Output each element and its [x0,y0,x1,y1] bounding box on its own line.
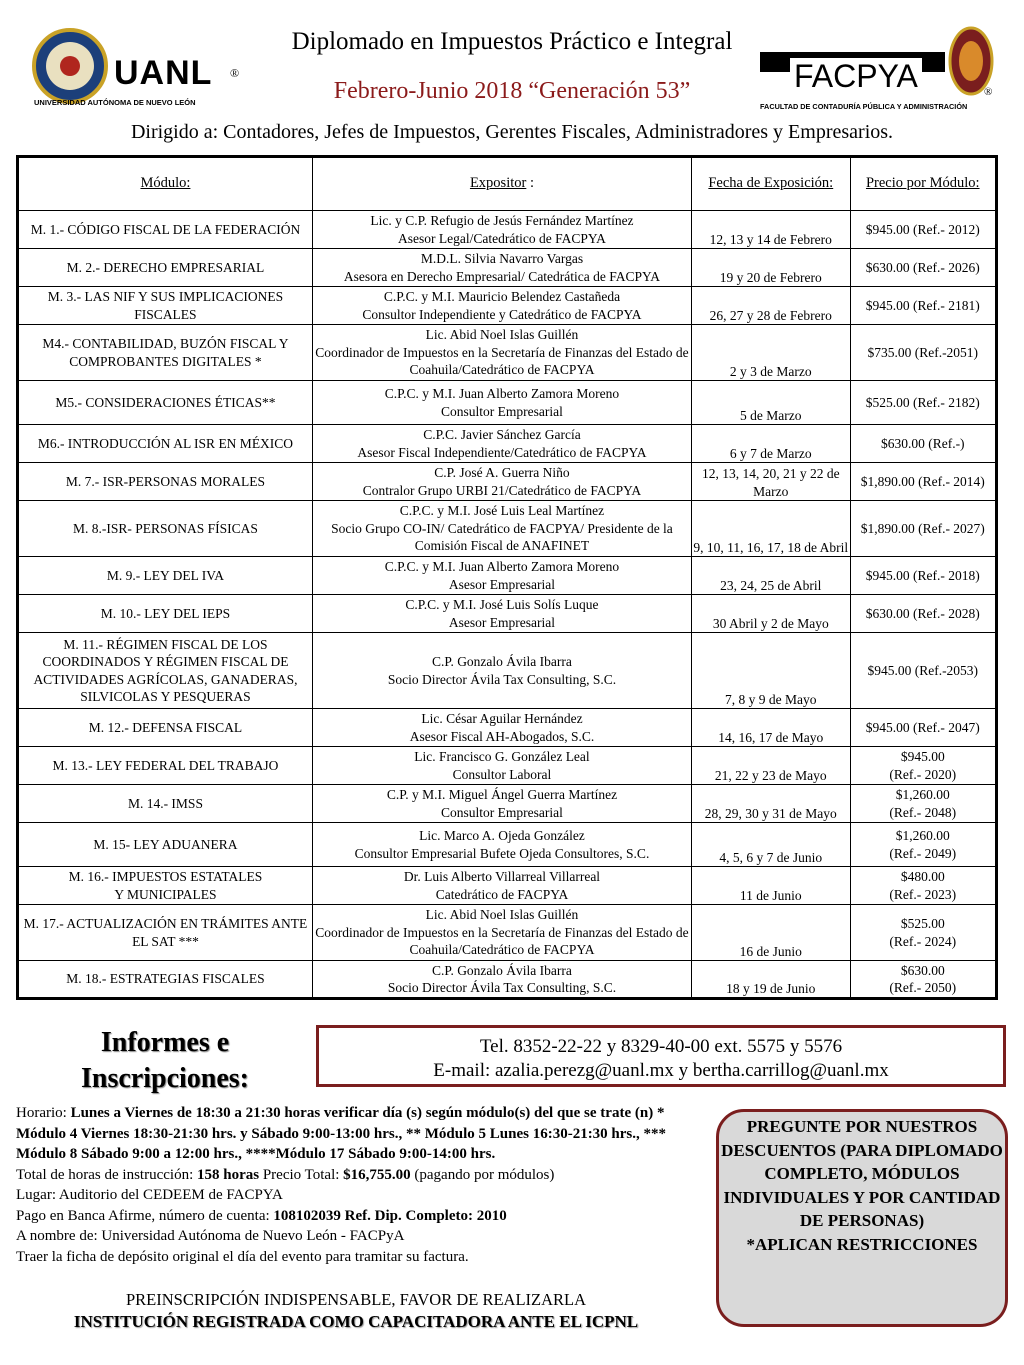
module-cell: M4.- CONTABILIDAD, BUZÓN FISCAL Y COMPROBANTES DIGITALES * [18,325,313,381]
precio-cell: $525.00 (Ref.- 2024) [850,905,996,961]
page-title: Diplomado en Impuestos Práctico e Integral [291,28,733,55]
fecha-cell: 30 Abril y 2 de Mayo [692,595,850,633]
fecha-cell: 21, 22 y 23 de Mayo [692,747,850,785]
discount-note: *APLICAN RESTRICCIONES [746,1234,978,1254]
expositor-cell: C.P.C. y M.I. José Luis Leal Martínez Socio Grupo CO-IN/ Catedrático de FACPYA/ Presidente de la Comisión Fiscal de ANAFINET [312,501,691,557]
expositor-cell: M.D.L. Silvia Navarro Vargas Asesora en Derecho Empresarial/ Catedrática de FACPYA [312,249,691,287]
table-row [18,425,997,463]
module-cell: M. 3.- LAS NIF Y SUS IMPLICACIONES FISCALES [18,287,313,325]
module-cell: M. 17.- ACTUALIZACIÓN EN TRÁMITES ANTE EL SAT *** [18,905,313,961]
precio-cell: $945.00 (Ref.- 2047) [850,709,996,747]
preinscripcion-note: PREINSCRIPCIÓN INDISPENSABLE, FAVOR DE REALIZARLA [125,1290,587,1309]
table-row [18,823,997,867]
col-header-expositor: Expositor : [312,157,691,211]
precio-cell: $945.00 (Ref.- 2012) [850,211,996,249]
module-cell: M. 9.- LEY DEL IVA [18,557,313,595]
fecha-cell: 19 y 20 de Febrero [692,249,850,287]
precio-cell: $1,890.00 (Ref.- 2027) [850,501,996,557]
module-cell: M. 2.- DERECHO EMPRESARIAL [18,249,313,287]
fecha-cell: 4, 5, 6 y 7 de Junio [692,823,850,867]
institucion-note: INSTITUCIÓN REGISTRADA COMO CAPACITADORA ANTE EL ICPNL [73,1312,639,1331]
table-row [18,709,997,747]
lugar-text: Lugar: Auditorio del CEDEEM de FACPYA [16,1187,283,1203]
fecha-cell: 26, 27 y 28 de Febrero [692,287,850,325]
uanl-logo [30,26,245,114]
registered-mark: ® [230,66,240,80]
table-row [18,961,997,999]
facpya-logo [760,26,995,118]
precio-cell: $480.00 (Ref.- 2023) [850,867,996,905]
module-cell: M. 18.- ESTRATEGIAS FISCALES [18,961,313,999]
fecha-cell: 23, 24, 25 de Abril [692,557,850,595]
fecha-cell: 28, 29, 30 y 31 de Mayo [692,785,850,823]
precio-cell: $945.00 (Ref.- 2181) [850,287,996,325]
expositor-cell: Lic. Francisco G. González Leal Consultor Laboral [312,747,691,785]
module-cell: M. 15- LEY ADUANERA [18,823,313,867]
expositor-cell: Dr. Luis Alberto Villarreal Villarreal Catedrático de FACPYA [312,867,691,905]
fecha-cell: 5 de Marzo [692,381,850,425]
contact-box [316,1025,1006,1087]
discount-text: PREGUNTE POR NUESTROS DESCUENTOS (PARA DIPLOMADO COMPLETO, MÓDULOS INDIVIDUALES Y POR CANTIDAD DE PERSONAS) [721,1117,1003,1230]
expositor-cell: C.P.C. y M.I. Mauricio Belendez Castañeda Consultor Independiente y Catedrático de FACPYA [312,287,691,325]
module-cell: M. 13.- LEY FEDERAL DEL TRABAJO [18,747,313,785]
expositor-cell: C.P.C. Javier Sánchez García Asesor Fiscal Independiente/Catedrático de FACPYA [312,425,691,463]
facpya-logo-text: FACPYA [790,58,922,94]
table-row [18,595,997,633]
fecha-cell: 11 de Junio [692,867,850,905]
ficha-text: Traer la ficha de depósito original el día del evento para tramitar su factura. [16,1248,469,1265]
expositor-cell: C.P.C. y M.I. Juan Alberto Zamora Moreno Asesor Empresarial [312,557,691,595]
precio-cell: $630.00 (Ref.- 2026) [850,249,996,287]
module-cell: M. 14.- IMSS [18,785,313,823]
precio-cell: $1,260.00 (Ref.- 2048) [850,785,996,823]
pago-text: Pago en Banca Afirme, número de cuenta: 108102039 Ref. Dip. Completo: 2010 [16,1207,507,1224]
expositor-cell: Lic. Marco A. Ojeda González Consultor Empresarial Bufete Ojeda Consultores, S.C. [312,823,691,867]
expositor-cell: Lic. César Aguilar Hernández Asesor Fiscal AH-Abogados, S.C. [312,709,691,747]
contact-phone: Tel. 8352-22-22 y 8329-40-00 ext. 5575 y 5576 [479,1036,843,1057]
fecha-cell: 16 de Junio [692,905,850,961]
table-row [18,867,997,905]
module-cell: M6.- INTRODUCCIÓN AL ISR EN MÉXICO [18,425,313,463]
table-row [18,287,997,325]
precio-cell: $735.00 (Ref.-2051) [850,325,996,381]
expositor-cell: C.P.C. y M.I. José Luis Solís Luque Asesor Empresarial [312,595,691,633]
contact-email[interactable]: E-mail: azalia.perezg@uanl.mx y bertha.carrillog@uanl.mx [433,1060,889,1081]
expositor-cell: Lic. Abid Noel Islas Guillén Coordinador de Impuestos en la Secretaría de Finanzas del Estado de Coahuila/Catedrático de FACPYA [312,905,691,961]
horario-text: Horario: Lunes a Viernes de 18:30 a 21:30 horas verificar día (s) según módulo(s) del que se trate (n) * Módulo 4 Viernes 18:30-21:30 hrs. y Sábado 9:00-13:00 hrs., ** Módulo 5 Lunes 16:30-21:30 hrs., *** Módulo 8 Sábado 9:00 a 12:00 hrs., ****Módulo 17 Sábado 9:00-14:00 hrs. [16,1105,667,1162]
module-cell: M. 11.- RÉGIMEN FISCAL DE LOS COORDINADOS Y RÉGIMEN FISCAL DE ACTIVIDADES AGRÍCOLAS, GANADERAS, SILVICOLAS Y PESQUERAS [18,633,313,709]
table-row [18,501,997,557]
expositor-cell: C.P. y M.I. Miguel Ángel Guerra Martínez Consultor Empresarial [312,785,691,823]
expositor-cell: Lic. Abid Noel Islas Guillén Coordinador de Impuestos en la Secretaría de Finanzas del Estado de Coahuila/Catedrático de FACPYA [312,325,691,381]
table-row [18,785,997,823]
precio-cell: $945.00 (Ref.-2053) [850,633,996,709]
precio-cell: $945.00 (Ref.- 2020) [850,747,996,785]
fecha-cell: 14, 16, 17 de Mayo [692,709,850,747]
module-cell: M. 12.- DEFENSA FISCAL [18,709,313,747]
module-cell: M. 7.- ISR-PERSONAS MORALES [18,463,313,501]
table-row [18,249,997,287]
uanl-logo-subtitle: UNIVERSIDAD AUTÓNOMA DE NUEVO LEÓN [34,98,196,107]
precio-cell: $1,260.00 (Ref.- 2049) [850,823,996,867]
table-header-row [18,157,997,211]
expositor-cell: C.P. José A. Guerra Niño Contralor Grupo URBI 21/Catedrático de FACPYA [312,463,691,501]
expositor-cell: C.P. Gonzalo Ávila Ibarra Socio Director Ávila Tax Consulting, S.C. [312,961,691,999]
page-subtitle: Febrero-Junio 2018 “Generación 53” [333,78,691,104]
module-cell: M5.- CONSIDERACIONES ÉTICAS** [18,381,313,425]
col-header-precio: Precio por Módulo: [850,157,996,211]
expositor-cell: C.P. Gonzalo Ávila Ibarra Socio Director Ávila Tax Consulting, S.C. [312,633,691,709]
module-cell: M. 10.- LEY DEL IEPS [18,595,313,633]
table-row [18,747,997,785]
precio-cell: $630.00 (Ref.- 2050) [850,961,996,999]
col-header-fecha: Fecha de Exposición: [692,157,850,211]
facpya-logo-subtitle: FACULTAD DE CONTADURÍA PÚBLICA Y ADMINISTRACIÓN [760,102,968,111]
informes-title: Informes e Inscripciones: [81,1027,249,1094]
expositor-cell: C.P.C. y M.I. Juan Alberto Zamora Moreno Consultor Empresarial [312,381,691,425]
nombre-text: A nombre de: Universidad Autónoma de Nuevo León - FACPyA [16,1228,405,1244]
total-text: Total de horas de instrucción: 158 horas Precio Total: $16,755.00 (pagando por módulos) [16,1166,555,1183]
module-cell: M. 8.-ISR- PERSONAS FÍSICAS [18,501,313,557]
details-block [16,1103,696,1267]
precio-cell: $945.00 (Ref.- 2018) [850,557,996,595]
table-row [18,463,997,501]
precio-cell: $630.00 (Ref.-) [850,425,996,463]
fecha-cell: 7, 8 y 9 de Mayo [692,633,850,709]
fecha-cell: 9, 10, 11, 16, 17, 18 de Abril [692,501,850,557]
table-row [18,557,997,595]
audience-line: Dirigido a: Contadores, Jefes de Impuestos, Gerentes Fiscales, Administradores y Empresarios. [130,121,894,143]
precio-cell: $630.00 (Ref.- 2028) [850,595,996,633]
modules-table [16,155,998,1000]
module-cell: M. 1.- CÓDIGO FISCAL DE LA FEDERACIÓN [18,211,313,249]
fecha-cell: 2 y 3 de Marzo [692,325,850,381]
expositor-cell: Lic. y C.P. Refugio de Jesús Fernández Martínez Asesor Legal/Catedrático de FACPYA [312,211,691,249]
registered-mark-right: ® [984,86,993,98]
fecha-cell: 18 y 19 de Junio [692,961,850,999]
fecha-cell: 6 y 7 de Marzo [692,425,850,463]
fecha-cell: 12, 13 y 14 de Febrero [692,211,850,249]
table-row [18,381,997,425]
table-row [18,633,997,709]
table-row [18,905,997,961]
fecha-cell: 12, 13, 14, 20, 21 y 22 de Marzo [692,463,850,501]
table-row [18,325,997,381]
module-cell: M. 16.- IMPUESTOS ESTATALES Y MUNICIPALES [18,867,313,905]
table-row [18,211,997,249]
precio-cell: $1,890.00 (Ref.- 2014) [850,463,996,501]
uanl-logo-text: UANL [114,54,213,92]
col-header-modulo: Módulo: [18,157,313,211]
discount-box [716,1109,1008,1327]
precio-cell: $525.00 (Ref.- 2182) [850,381,996,425]
